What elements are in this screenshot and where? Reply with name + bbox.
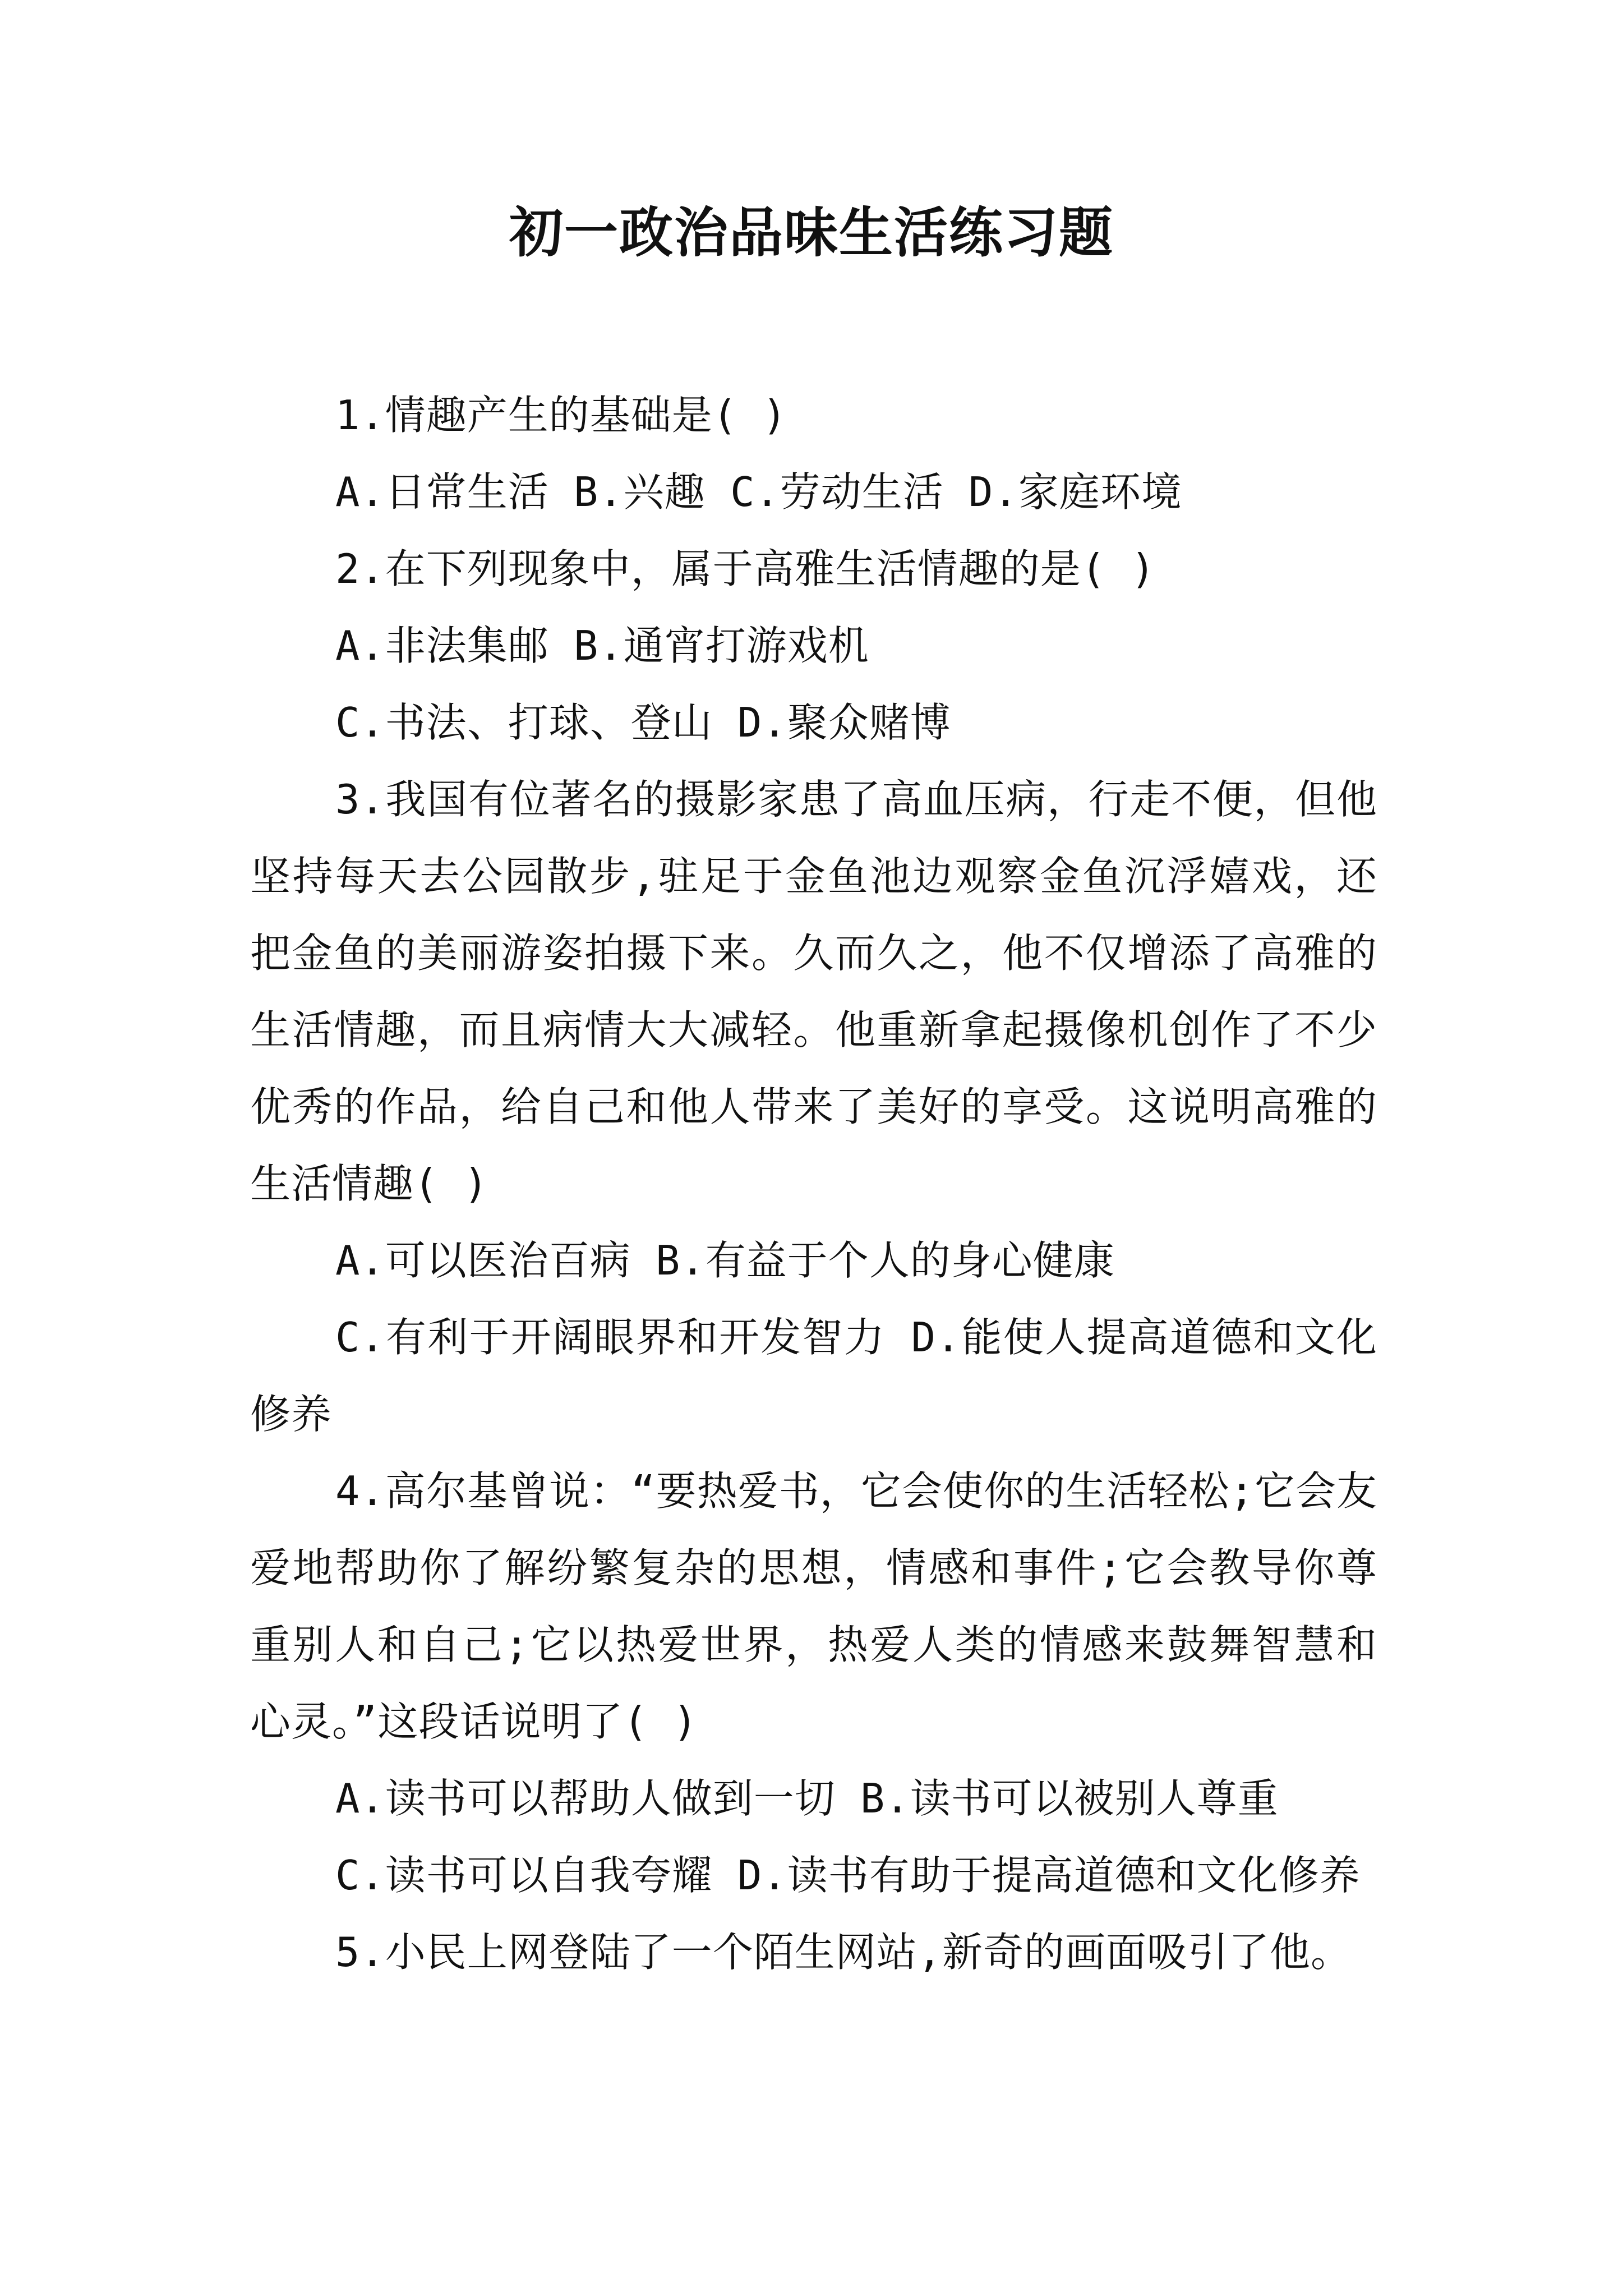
question-2-stem: 2.在下列现象中，属于高雅生活情趣的是( ) bbox=[335, 545, 1156, 592]
question-3-options-cd: C.有利于开阔眼界和开发智力 D.能使人提高道德和文化修养 bbox=[250, 1314, 1377, 1438]
question-1-options: A.日常生活 B.兴趣 C.劳动生活 D.家庭环境 bbox=[335, 468, 1182, 516]
question-4-stem: 4.高尔基曾说：“要热爱书，它会使你的生活轻松;它会友爱地帮助你了解纷繁复杂的思想，情感和事件;它会教导你尊重别人和自己;它以热爱世界，热爱人类的情感来鼓舞智慧和心灵。”这段话说明了( ) bbox=[250, 1467, 1377, 1745]
question-5-stem: 5.小民上网登陆了一个陌生网站,新奇的画面吸引了他。 bbox=[335, 1929, 1352, 1976]
question-3-stem: 3.我国有位著名的摄影家患了高血压病，行走不便，但他坚持每天去公园散步,驻足于金鱼池边观察金鱼沉浮嬉戏，还把金鱼的美丽游姿拍摄下来。久而久之，他不仅增添了高雅的生活情趣，而且病情大大减轻。他重新拿起摄像机创作了不少优秀的作品，给自己和他人带来了美好的享受。这说明高雅的生活情趣( ) bbox=[250, 776, 1377, 1207]
question-2-options-cd: C.书法、打球、登山 D.聚众赌博 bbox=[335, 699, 951, 746]
question-4-options-cd: C.读书可以自我夸耀 D.读书有助于提高道德和文化修养 bbox=[335, 1852, 1361, 1899]
question-3-options-ab: A.可以医治百病 B.有益于个人的身心健康 bbox=[335, 1237, 1115, 1284]
question-2-options-ab: A.非法集邮 B.通宵打游戏机 bbox=[335, 622, 869, 669]
question-1-stem: 1.情趣产生的基础是( ) bbox=[335, 392, 787, 439]
question-4-options-ab: A.读书可以帮助人做到一切 B.读书可以被别人尊重 bbox=[335, 1775, 1279, 1822]
document-body bbox=[250, 377, 1377, 1991]
page-title: 初一政治品味生活练习题 bbox=[509, 201, 1114, 264]
